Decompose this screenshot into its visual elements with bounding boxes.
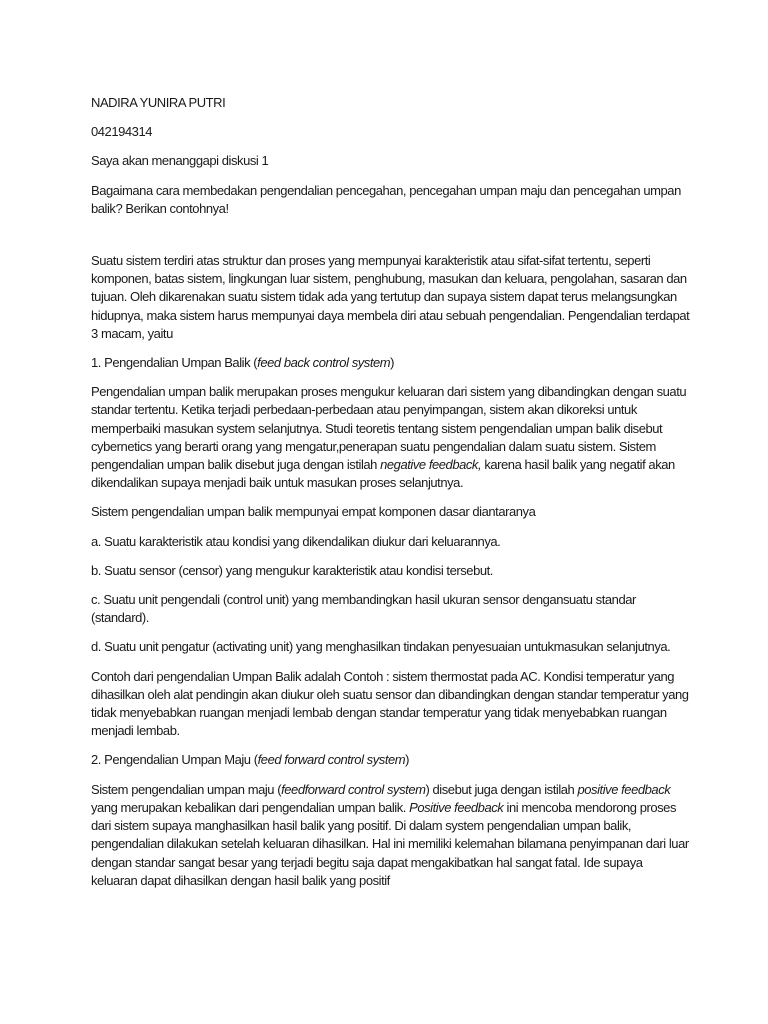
positive-feedback-term-2: Positive feedback	[409, 799, 504, 815]
heading-text: 2. Pengendalian Umpan Maju (	[91, 752, 258, 768]
paragraph-text: karena hasil balik yang negatif akan dikendalikan supaya menjadi baik untuk masukan proses selanjutnya.	[91, 457, 675, 491]
paragraph-text: yang merupakan kebalikan dari pengendalian umpan balik.	[91, 799, 410, 815]
feedforward-term: feedforward control system	[281, 781, 426, 797]
component-item-b: b. Suatu sensor (censor) yang mengukur karakteristik atau kondisi tersebut.	[91, 562, 493, 578]
heading-close: )	[405, 752, 410, 768]
student-id: 042194314	[91, 124, 153, 140]
heading-feedforward-control	[91, 751, 691, 769]
discussion-question: Bagaimana cara membedakan pengendalian pencegahan, pencegahan umpan maju dan pencegahan umpan balik? Berikan contohnya!	[91, 182, 681, 216]
feedforward-paragraph	[91, 781, 691, 890]
heading-feedback-control	[91, 354, 691, 372]
paragraph-text: Pengendalian umpan balik merupakan proses mengukur keluaran dari sistem yang dibandingkan dengan suatu standar tertentu. Ketika terjadi perbedaan-perbedaan atau penyimpangan, sistem akan dikoreksi untuk memperbaiki masukan system selanjutnya. Studi teoretis tentang sistem pengendalian umpan balik disebut cybernetics yang berarti orang yang mengatur,penerapan suatu pengendalian dalam suatu sistem. Sistem pengendalian umpan balik disebut juga dengan istilah	[91, 384, 687, 473]
negative-feedback-term: negative feedback,	[380, 457, 482, 473]
author-name: NADIRA YUNIRA PUTRI	[91, 95, 226, 110]
heading-close: )	[390, 355, 395, 371]
document-page	[91, 94, 691, 890]
component-item-a: a. Suatu karakteristik atau kondisi yang dikendalikan diukur dari keluarannya.	[91, 533, 501, 549]
paragraph-text: Sistem pengendalian umpan maju (	[91, 781, 282, 797]
feedback-paragraph	[91, 383, 691, 492]
heading-text: 1. Pengendalian Umpan Balik (	[91, 355, 258, 371]
intro-paragraph: Suatu sistem terdiri atas struktur dan proses yang mempunyai karakteristik atau sifat-sifat tertentu, seperti komponen, batas sistem, lingkungan luar sistem, penghubung, masukan dan keluara, pengolahan, sasaran dan tujuan. Oleh dikarenakan suatu sistem tidak ada yang tertutup dan supaya sistem dapat terus melangsungkan hidupnya, maka sistem harus mempunyai daya membela diri atau sebuah pengendalian. Pengendalian terdapat 3 macam, yaitu	[91, 253, 690, 341]
component-item-c: c. Suatu unit pengendali (control unit) yang membandingkan hasil ukuran sensor dengansuatu standar (standard).	[91, 592, 636, 626]
intro-line: Saya akan menanggapi diskusi 1	[91, 153, 269, 169]
component-item-d: d. Suatu unit pengatur (activating unit) yang menghasilkan tindakan penyesuaian untukmasukan selanjutnya.	[91, 639, 671, 655]
feedback-example-paragraph: Contoh dari pengendalian Umpan Balik adalah Contoh : sistem thermostat pada AC. Kondisi temperatur yang dihasilkan oleh alat pendingin akan diukur oleh suatu sensor dan dibandingkan dengan standar temperatur yang tidak menyebabkan ruangan menjadi lembab dengan standar temperatur yang tidak menyebabkan ruangan menjadi lembab.	[91, 668, 689, 739]
heading-term: feed back control system	[257, 355, 391, 371]
positive-feedback-term: positive feedback	[577, 781, 671, 797]
paragraph-text: ini mencoba mendorong proses dari sistem supaya manghasilkan hasil balik yang positif. Di dalam system pengendalian umpan balik, pengendalian dilakukan setelah keluaran dihasilkan. Hal ini memiliki kelemahan bilamana penyimpanan dari luar dengan standar sangat besar yang terjadi begitu saja dapat mengakibatkan hal sangat fatal. Ide supaya keluaran dapat dihasilkan dengan hasil balik yang positif	[91, 799, 689, 888]
components-intro: Sistem pengendalian umpan balik mempunyai empat komponen dasar diantaranya	[91, 504, 536, 520]
heading-term: feed forward control system	[257, 752, 406, 768]
paragraph-text: ) disebut juga dengan istilah	[425, 781, 578, 797]
